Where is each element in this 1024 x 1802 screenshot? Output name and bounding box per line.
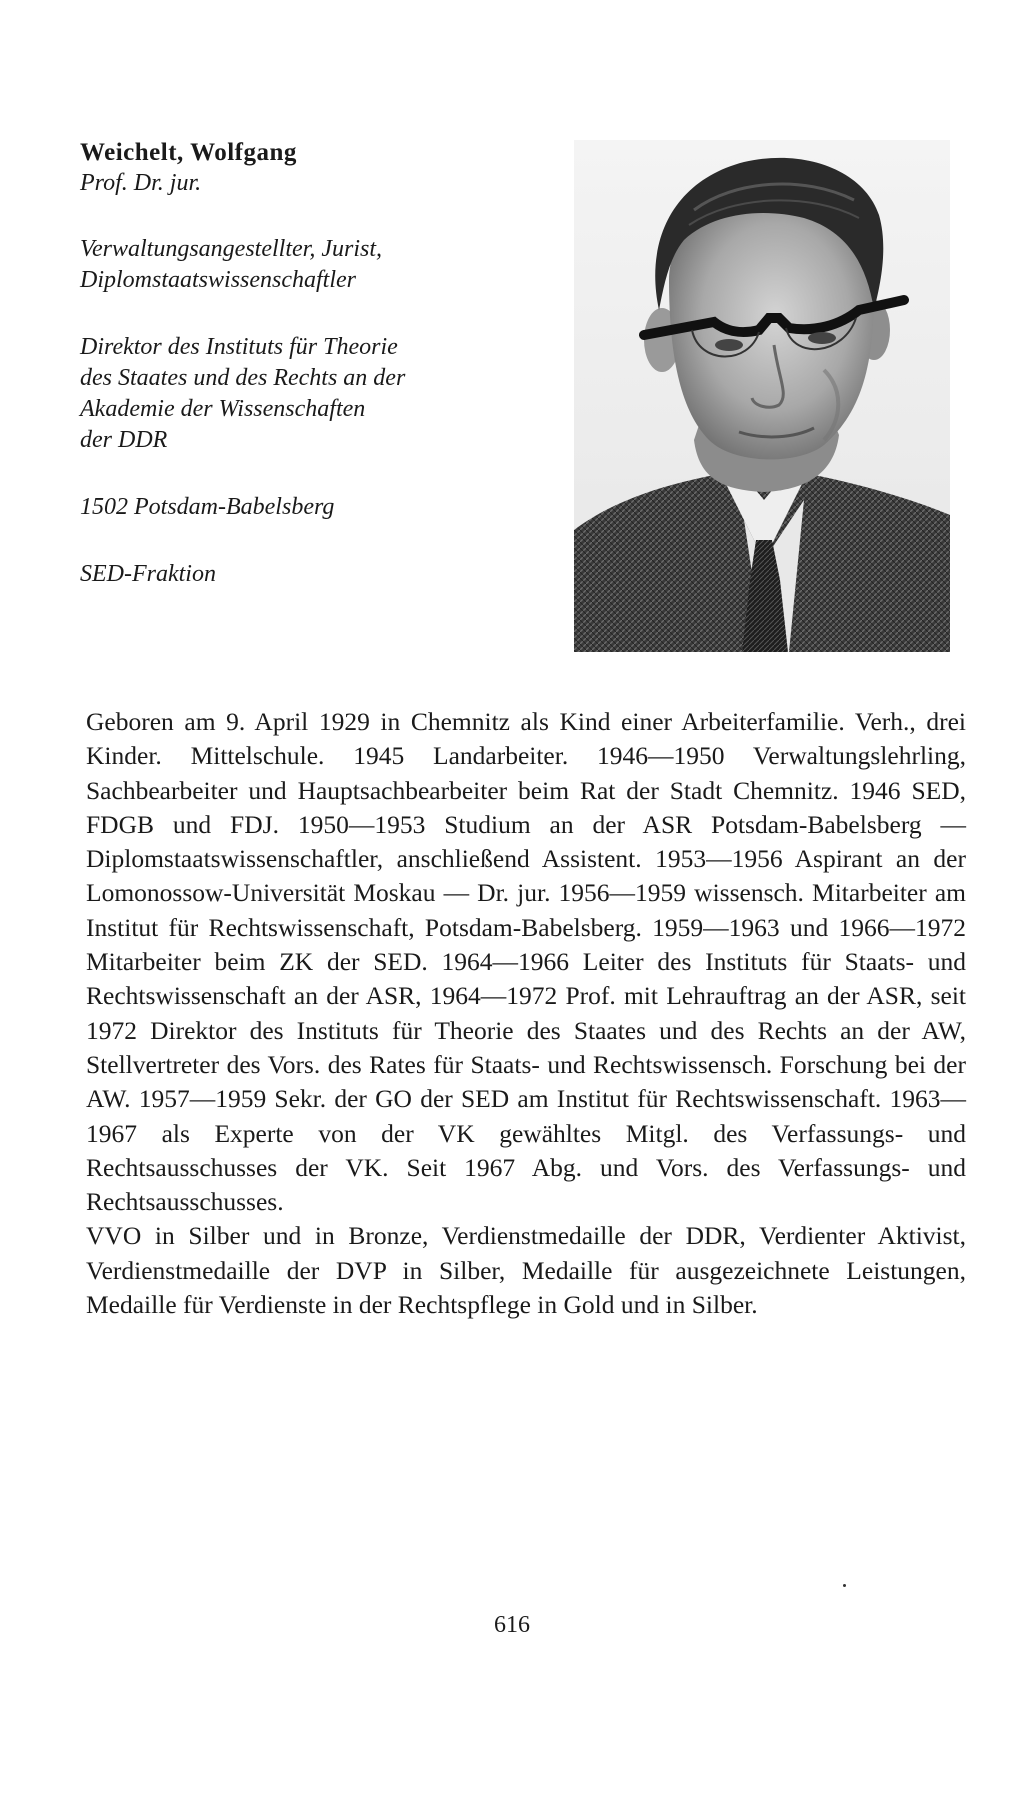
- faction: SED-Fraktion: [80, 561, 216, 587]
- position-line: Akademie der Wissenschaften: [80, 396, 366, 422]
- academic-title: Prof. Dr. jur.: [80, 170, 202, 196]
- profession-line: Verwaltungsangestellter, Jurist,: [80, 236, 382, 262]
- profession-line: Diplomstaatswissenschaftler: [80, 267, 357, 293]
- portrait-photo: [574, 140, 950, 652]
- biography-awards: VVO in Silber und in Bronze, Verdienstmedaille der DDR, Verdienter Aktivist, Verdienstmedaille der DVP in Silber, Medaille für ausgezeichnete Leistungen, Medaille für Verdienste in der Rechtspflege in Gold und in Silber.: [86, 1221, 966, 1320]
- biography: [86, 705, 966, 1322]
- page-number: 616: [494, 1612, 530, 1638]
- person-name: Weichelt, Wolfgang: [80, 139, 297, 166]
- biography-career: Geboren am 9. April 1929 in Chemnitz als Kind einer Arbeiterfamilie. Verh., drei Kinder. Mittelschule. 1945 Landarbeiter. 1946—1950 Verwaltungslehrling, Sachbearbeiter und Hauptsachbearbeiter beim Rat der Stadt Chemnitz. 1946 SED, FDGB und FDJ. 1950—1953 Studium an der ASR Potsdam-Babelsberg — Diplomstaatswissenschaftler, anschließend Assistent. 1953—1956 Aspirant an der Lomonossow-Universität Moskau — Dr. jur. 1956—1959 wissensch. Mitarbeiter am Institut für Rechtswissenschaft, Potsdam-Babelsberg. 1959—1963 und 1966—1972 Mitarbeiter beim ZK der SED. 1964—1966 Leiter des Instituts für Staats- und Rechtswissenschaft an der ASR, 1964—1972 Prof. mit Lehrauftrag an der ASR, seit 1972 Direktor des Instituts für Theorie des Staates und des Rechts an der AW, Stellvertreter des Vors. des Rates für Staats- und Rechtswissensch. Forschung bei der AW. 1957—1959 Sekr. der GO der SED am Institut für Rechtswissenschaft. 1963—1967 als Experte von der VK gewähltes Mitgl. des Verfassungs- und Rechtsausschusses der VK. Seit 1967 Abg. und Vors. des Verfassungs- und Rechtsausschusses.: [86, 707, 966, 1217]
- profession-block: [80, 234, 560, 296]
- position-line: Direktor des Instituts für Theorie: [80, 334, 398, 360]
- position-block: [80, 332, 560, 456]
- entry-header: [80, 138, 560, 590]
- print-speck: [843, 1584, 846, 1587]
- position-line: der DDR: [80, 427, 168, 453]
- position-line: des Staates und des Rechts an der: [80, 365, 406, 391]
- address: 1502 Potsdam-Babelsberg: [80, 494, 335, 520]
